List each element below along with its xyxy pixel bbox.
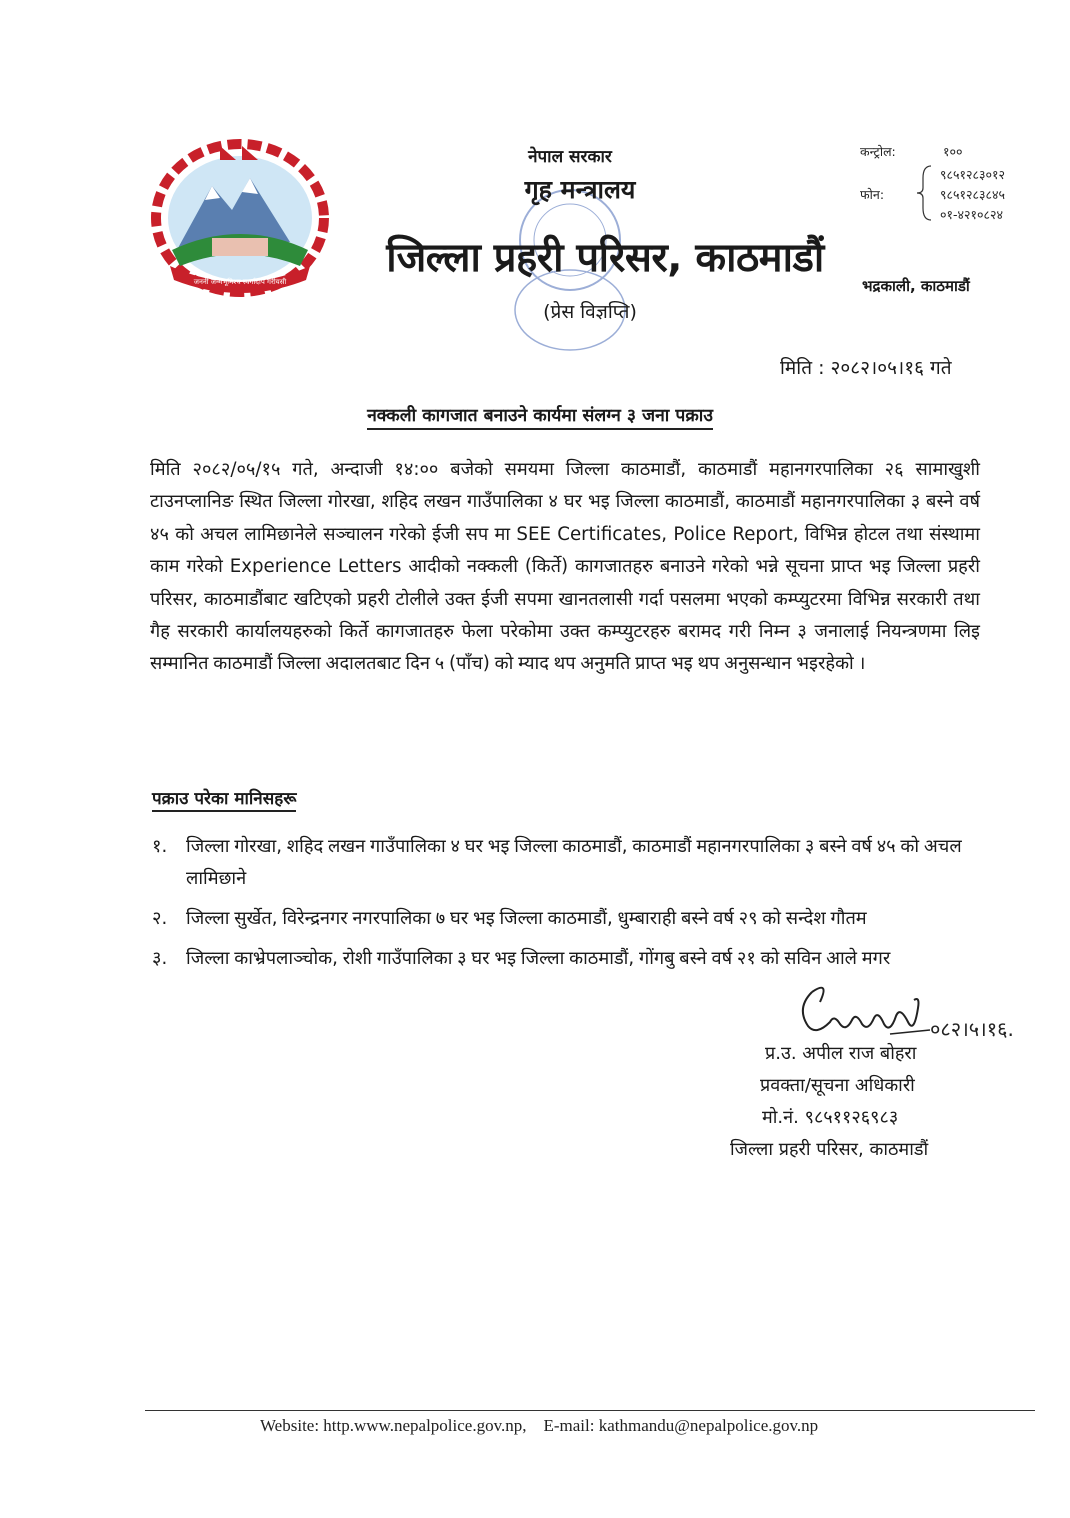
phone-number: ०१-४२१०८२४ xyxy=(940,207,1004,222)
list-item: जिल्ला सुर्खेत, विरेन्द्रनगर नगरपालिका ७ घर भइ जिल्ला काठमाडौं, धुम्बाराही बस्ने वर्ष २९ को सन्देश गौतम xyxy=(186,908,867,929)
arrested-heading: पक्राउ परेका मानिसहरू xyxy=(152,786,296,812)
phone-label: फोन: xyxy=(860,187,885,202)
body-paragraph: मिति २०८२/०५/१५ गते, अन्दाजी १४:०० बजेको समयमा जिल्ला काठमाडौं, काठमाडौं महानगरपालिका २६ सामाखुशी टाउनप्लानिङ स्थित जिल्ला गोरखा, शहिद लखन गाउँपालिका ४ घर भइ जिल्ला काठमाडौं, काठमाडौं महानगरपालिका ३ बस्ने वर्ष ४५ को अचल लामिछानेले सञ्चालन गरेको ईजी सप मा SEE Certificates, Police Report, विभिन्न होटल तथा संस्थामा काम गरेको Experience Letters आदीको नक्कली (किर्ते) कागजातहरु बनाउने गरेको भन्ने सूचना प्राप्त भइ जिल्ला प्रहरी परिसर, काठमाडौंबाट खटिएको प्रहरी टोलीले उक्त ईजी सपमा खानतलासी गर्दा पसलमा भएको कम्प्युटरमा विभिन्न सरकारी तथा गैह सरकारी कार्यालयहरुको किर्ते कागजातहरु फेला परेकोमा उक्त कम्प्युटरहरु बरामद गरी निम्न ३ जनालाई नियन्त्रणमा लिइ सम्मानित काठमाडौं जिल्ला अदालतबाट दिन ५ (पाँच) को म्याद थप अनुमति प्राप्त भइ थप अनुसन्धान भइरहेको । xyxy=(150,459,980,675)
list-item-number: १. xyxy=(152,836,168,857)
footer-divider xyxy=(145,1410,1035,1411)
phone-number: ९८५१२८३८४५ xyxy=(940,187,1006,202)
office-location: भद्रकाली, काठमाडौं xyxy=(862,277,970,295)
government-name: नेपाल सरकार xyxy=(528,147,612,167)
press-release-label: (प्रेस विज्ञप्ति) xyxy=(543,301,637,323)
footer-contact: Website: http.www.nepalpolice.gov.np, E-mail: kathmandu@nepalpolice.gov.np xyxy=(260,1416,819,1435)
list-item: जिल्ला गोरखा, शहिद लखन गाउँपालिका ४ घर भइ जिल्ला काठमाडौं, काठमाडौं महानगरपालिका ३ बस्ने वर्ष ४५ को अचल लामिछाने xyxy=(186,836,962,889)
signatory-mobile: मो.नं. ९८५११२६९८३ xyxy=(762,1107,899,1128)
nepal-government-emblem xyxy=(150,138,330,298)
signatory-office: जिल्ला प्रहरी परिसर, काठमाडौं xyxy=(730,1139,929,1160)
control-label: कन्ट्रोल: xyxy=(860,144,896,159)
phone-number: ९८५१२८३०१२ xyxy=(940,167,1006,182)
signatory-name: प्र.उ. अपील राज बोहरा xyxy=(765,1043,917,1064)
svg-text:जननी जन्मभूमिश्च स्वर्गादपि गर: जननी जन्मभूमिश्च स्वर्गादपि गरीयसी xyxy=(193,278,287,286)
control-number: १०० xyxy=(943,144,963,159)
subject-text: नक्कली कागजात बनाउने कार्यमा संलग्न ३ जना पक्राउ xyxy=(367,406,713,430)
document-date: मिति : २०८२।०५।१६ गते xyxy=(780,357,952,379)
signatory-title: प्रवक्ता/सूचना अधिकारी xyxy=(760,1075,915,1096)
office-title: जिल्ला प्रहरी परिसर, काठमाडौं xyxy=(386,235,824,281)
phone-brace xyxy=(915,164,935,222)
list-item: जिल्ला काभ्रेपलाञ्चोक, रोशी गाउँपालिका ३ घर भइ जिल्ला काठमाडौं, गोंगबु बस्ने वर्ष २१ को सविन आले मगर xyxy=(186,948,891,969)
subject-heading xyxy=(160,403,920,427)
ministry-name: गृह मन्त्रालय xyxy=(524,175,636,204)
svg-text:०८२।५।१६.: ०८२।५।१६. xyxy=(930,1017,1014,1041)
list-item-number: ३. xyxy=(152,948,168,969)
list-item-number: २. xyxy=(152,908,168,929)
